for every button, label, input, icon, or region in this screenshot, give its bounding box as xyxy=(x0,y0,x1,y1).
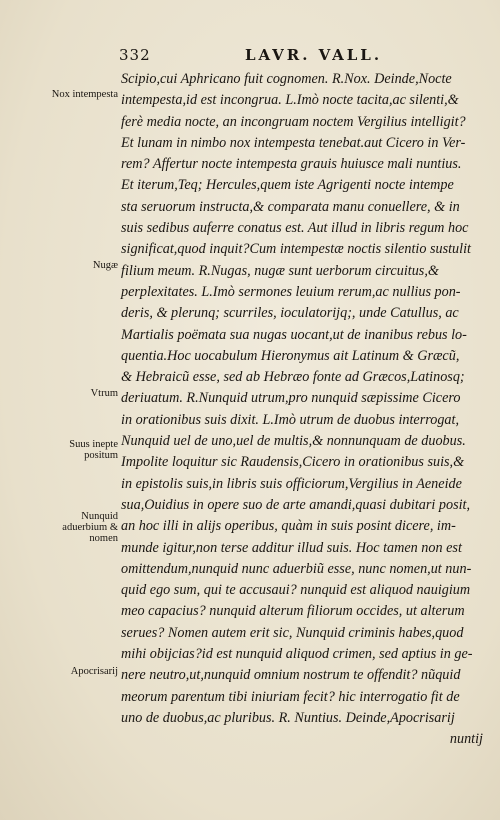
body-text xyxy=(121,69,483,751)
text-line: Et lunam in nimbo nox intempesta tenebat.aut Cicero in Ver- xyxy=(121,134,466,151)
text-line: perplexitates. L.Imò sermones leuium rerum,ac nullius pon- xyxy=(121,283,461,300)
text-line: intempesta,id est incongrua. L.Imò nocte tacita,ac silenti,& xyxy=(121,92,459,109)
text-line: Martialis poëmata sua nugas uocant,ut de inanibus rebus lo- xyxy=(121,326,467,343)
text-line: in orationibus suis dixit. L.Imò utrum de duobus interrogat, xyxy=(121,411,460,428)
page-number: 332 xyxy=(119,46,151,64)
text-line: deris, & plerunq; scurriles, ioculatorijq;, unde Catullus, ac xyxy=(121,305,459,322)
text-line: sta seruorum instructa,& comparata manu conuellere, & in xyxy=(121,198,460,215)
text-line: rem? Affertur nocte intempesta grauis huiusce mali nuntius. xyxy=(121,156,462,173)
text-line: suis sedibus auferre conatus est. Aut illud in libris regum hoc xyxy=(121,220,469,237)
text-line: meorum parentum tibi iniuriam fecit? hic interrogatio fit de xyxy=(121,688,460,705)
text-line: filium meum. R.Nugas, nugæ sunt uerborum circuitus,& xyxy=(121,262,439,279)
margin-note-nox: Nox intempesta xyxy=(51,89,118,100)
text-line: nere neutro,ut,nunquid omnium nostrum te offendit? nũquid xyxy=(121,667,461,684)
text-line: an hoc illi in alijs operibus, quàm in suis posint dicere, im- xyxy=(121,518,456,535)
margin-note-nunquid: Nunquid aduerbium & nomen xyxy=(62,511,118,544)
text-line: significat,quod inquit?Cum intempestæ noctis silentio sustulit xyxy=(121,241,471,258)
text-line: Nunquid uel de uno,uel de multis,& nonnunquam de duobus. xyxy=(121,433,466,450)
margin-note-nugae: Nugæ xyxy=(92,260,118,271)
text-line: quid ego sum, qui te accusaui? nunquid est aliquod nauigium xyxy=(121,582,471,599)
text-line: & Hebraicũ esse, sed ab Hebræo fonte ad Græcos,Latinosq; xyxy=(121,369,465,386)
text-line: mihi obijcias?id est nunquid aliquod crimen, sed aptius in ge- xyxy=(121,646,473,663)
text-line: quentia.Hoc uocabulum Hieronymus ait Latinum & Græcũ, xyxy=(121,347,460,364)
text-line: omittendum,nunquid nunc aduerbiũ esse, nunc nomen,ut nun- xyxy=(121,560,472,577)
margin-note-apocrisarij: Apocrisarij xyxy=(70,666,118,677)
text-line: in epistolis suis,in libris suis officiorum,Vergilius in Aeneide xyxy=(121,475,462,492)
margin-note-suus: Suus inepte positum xyxy=(69,439,118,461)
text-line: uno de duobus,ac pluribus. R. Nuntius. Deinde,Apocrisarij xyxy=(121,709,455,726)
text-line: sua,Ouidius in opere suo de arte amandi,quasi dubitari posit, xyxy=(121,496,471,513)
text-line: ferè media nocte, an incongruam noctem Vergilius intelligit? xyxy=(121,113,466,130)
text-line: Scipio,cui Aphricano fuit cognomen. R.Nox. Deinde,Nocte xyxy=(121,71,452,87)
text-line: meo capacius? nunquid alterum filiorum occides, ut alterum xyxy=(121,603,465,620)
text-line: serues? Nomen autem erit sic, Nunquid criminis habes,quod xyxy=(121,624,464,641)
text-line: Et iterum,Teq; Hercules,quem iste Agrigenti nocte intempe xyxy=(121,177,454,194)
running-head: LAVR. VALL. xyxy=(245,46,383,64)
catchword: nuntij xyxy=(449,731,483,748)
margin-note-utrum: Vtrum xyxy=(90,388,118,399)
text-line: Impolite loquitur sic Raudensis,Cicero in orationibus suis,& xyxy=(121,454,465,471)
text-line: munde igitur,non terse additur illud suis. Hoc tamen non est xyxy=(121,539,462,556)
page-header xyxy=(0,46,500,68)
text-line: deriuatum. R.Nunquid utrum,pro nunquid sæpissime Cicero xyxy=(121,390,461,407)
